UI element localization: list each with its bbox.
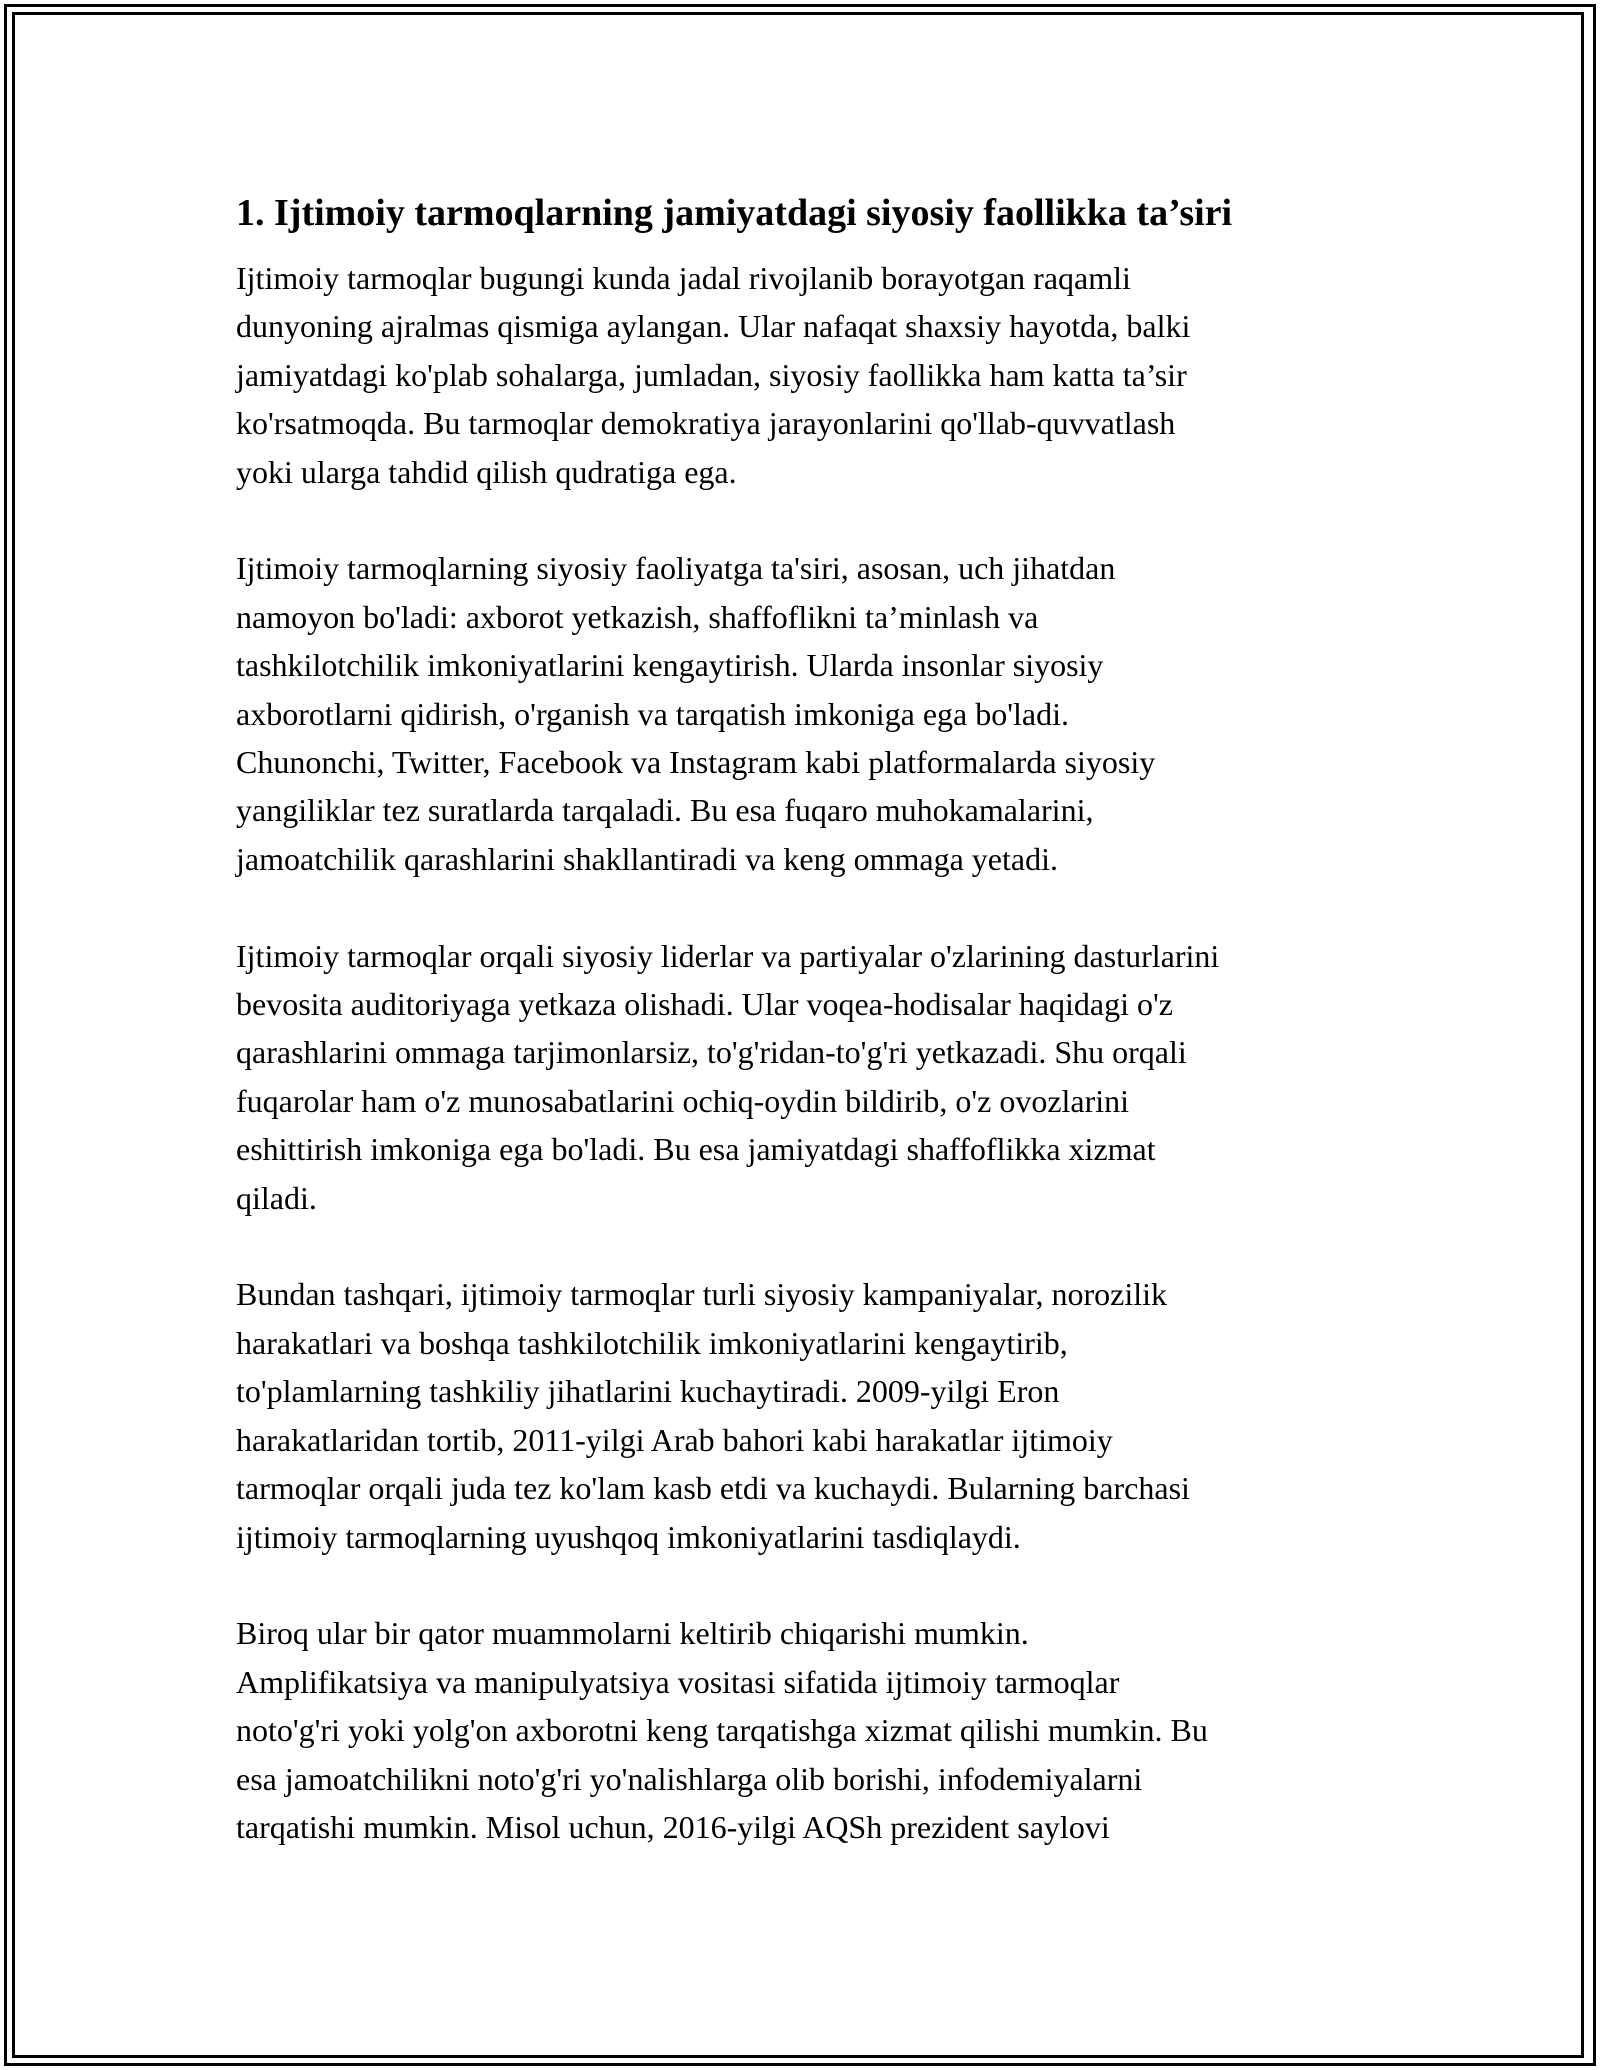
text-line: esa jamoatchilikni noto'g'ri yo'nalishlarga olib borishi, infodemiyalarni — [236, 1760, 1143, 1797]
text-line: yangiliklar tez suratlarda tarqaladi. Bu esa fuqaro muhokamalarini, — [236, 792, 1094, 829]
section-heading: 1. Ijtimoiy tarmoqlarning jamiyatdagi siyosiy faollikka ta’siri — [236, 192, 1233, 234]
text-line: fuqarolar ham o'z munosabatlarini ochiq-oydin bildirib, o'z ovozlarini — [236, 1082, 1130, 1119]
text-line: qarashlarini ommaga tarjimonlarsiz, to'g'ridan-to'g'ri yetkazadi. Shu orqali — [236, 1034, 1187, 1071]
text-line: harakatlari va boshqa tashkilotchilik imkoniyatlarini kengaytirib, — [236, 1324, 1068, 1361]
paragraph-4 — [236, 1270, 1376, 1560]
text-line: Ijtimoiy tarmoqlar bugungi kunda jadal rivojlanib borayotgan raqamli — [236, 260, 1131, 296]
text-line: tarmoqlar orqali juda tez ko'lam kasb etdi va kuchaydi. Bularning barchasi — [236, 1470, 1190, 1507]
text-line: namoyon bo'ladi: axborot yetkazish, shaffoflikni ta’minlash va — [236, 598, 1039, 635]
text-line: Biroq ular bir qator muammolarni keltirib chiqarishi mumkin. — [236, 1615, 1029, 1652]
text-line: ijtimoiy tarmoqlarning uyushqoq imkoniyatlarini tasdiqlaydi. — [236, 1518, 1021, 1555]
text-line: harakatlaridan tortib, 2011-yilgi Arab bahori kabi harakatlar ijtimoiy — [236, 1421, 1113, 1458]
paragraph-5 — [236, 1609, 1376, 1851]
text-line: eshittirish imkoniga ega bo'ladi. Bu esa jamiyatdagi shaffoflikka xizmat — [236, 1131, 1156, 1168]
text-line: Ijtimoiy tarmoqlar orqali siyosiy liderlar va partiyalar o'zlarining dasturlarini — [236, 937, 1220, 974]
text-line: qiladi. — [236, 1179, 317, 1216]
document-body — [236, 188, 1376, 1900]
text-line: dunyoning ajralmas qismiga aylangan. Ular nafaqat shaxsiy hayotda, balki — [236, 308, 1191, 345]
text-line: noto'g'ri yoki yolg'on axborotni keng tarqatishga xizmat qilishi mumkin. Bu — [236, 1712, 1208, 1749]
text-line: tashkilotchilik imkoniyatlarini kengaytirish. Ularda insonlar siyosiy — [236, 647, 1104, 684]
paragraph-1 — [236, 254, 1376, 496]
text-line: jamiyatdagi ko'plab sohalarga, jumladan, siyosiy faollikka ham katta ta’sir — [236, 356, 1187, 393]
text-line: yoki ularga tahdid qilish qudratiga ega. — [236, 453, 737, 490]
text-line: Amplifikatsiya va manipulyatsiya vositasi sifatida ijtimoiy tarmoqlar — [236, 1663, 1120, 1700]
text-line: tarqatishi mumkin. Misol uchun, 2016-yilgi AQSh prezident saylovi — [236, 1808, 1110, 1845]
paragraph-2 — [236, 544, 1376, 883]
text-line: Chunonchi, Twitter, Facebook va Instagram kabi platformalarda siyosiy — [236, 744, 1156, 781]
paragraph-3 — [236, 932, 1376, 1222]
text-line: bevosita auditoriyaga yetkaza olishadi. Ular voqea-hodisalar haqidagi o'z — [236, 986, 1173, 1023]
text-line: axborotlarni qidirish, o'rganish va tarqatish imkoniga ega bo'ladi. — [236, 695, 1069, 732]
text-line: Bundan tashqari, ijtimoiy tarmoqlar turli siyosiy kampaniyalar, norozilik — [236, 1276, 1167, 1313]
text-line: ko'rsatmoqda. Bu tarmoqlar demokratiya jarayonlarini qo'llab-quvvatlash — [236, 405, 1176, 442]
text-line: jamoatchilik qarashlarini shakllantiradi va keng ommaga yetadi. — [236, 840, 1058, 877]
text-line: to'plamlarning tashkiliy jihatlarini kuchaytiradi. 2009-yilgi Eron — [236, 1373, 1060, 1410]
text-line: Ijtimoiy tarmoqlarning siyosiy faoliyatga ta'siri, asosan, uch jihatdan — [236, 550, 1116, 587]
